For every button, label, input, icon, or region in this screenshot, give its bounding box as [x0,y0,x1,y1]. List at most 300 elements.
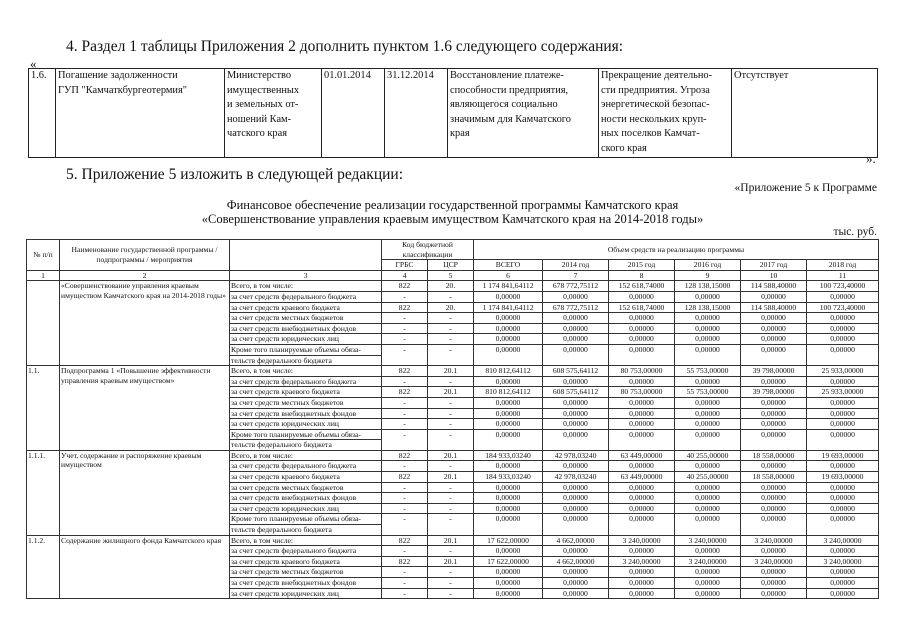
amount-cell: 100 723,40000 [807,302,879,313]
csr-code: - [428,546,474,557]
amount-cell: 0,00000 [807,578,879,589]
csr-code: 20. [428,281,474,292]
table-title-line-2: «Совершенствование управления краевым имуществом Камчатского края на 2014-2018 годы» [201,212,704,226]
amount-cell: 0,00000 [675,291,741,302]
amount-cell: 0,00000 [609,376,675,387]
col-num: 4 [382,270,428,281]
amount-cell: 0,00000 [609,291,675,302]
close-quote: ». [866,151,876,166]
amount-cell: 0,00000 [609,482,675,493]
amount-cell: 0,00000 [609,461,675,472]
amount-cell: 0,00000 [543,291,609,302]
funding-source: за счет средств внебюджетных фондов [230,493,382,504]
amount-cell: 17 622,00000 [474,556,543,567]
amount-cell: 3 240,00000 [609,535,675,546]
amount-cell: 0,00000 [675,408,741,419]
funding-source: за счет средств местных бюджетов [230,397,382,408]
amount-cell: 0,00000 [675,397,741,408]
csr-code: 20. [428,302,474,313]
funding-source: за счет средств юридических лиц [230,419,382,430]
amount-cell: 0,00000 [543,503,609,514]
grbs-code: - [382,429,428,450]
amount-cell: 3 240,00000 [741,556,807,567]
grbs-code: - [382,291,428,302]
grbs-code: 822 [382,302,428,313]
header-grbs: ГРБС [382,260,428,271]
grbs-code: - [382,482,428,493]
amount-cell: 0,00000 [609,588,675,599]
amount-cell: 0,00000 [741,323,807,334]
header-code-group: Код бюджетной классификации [382,240,474,260]
funding-source: Всего, в том числе: [230,450,382,461]
amount-cell: 0,00000 [543,397,609,408]
amount-cell: 0,00000 [807,503,879,514]
amount-cell: 0,00000 [807,291,879,302]
csr-code: - [428,578,474,589]
column-numbers-row [27,270,879,281]
amount-cell: 0,00000 [807,567,879,578]
amount-cell: 0,00000 [675,567,741,578]
amount-cell: 0,00000 [807,493,879,504]
header-name: Наименование государственной программы / подпрограммы / мероприятия [60,240,230,271]
grbs-code: - [382,313,428,324]
amount-cell: 810 812,64112 [474,387,543,398]
amount-cell: 0,00000 [474,493,543,504]
funding-source: за счет средств краевого бюджета [230,387,382,398]
header-source [230,240,382,271]
amount-cell: 80 753,00000 [609,366,675,377]
amount-cell: 0,00000 [741,503,807,514]
table-row [27,366,879,377]
csr-code: - [428,313,474,324]
csr-code: - [428,429,474,450]
amount-cell: 17 622,00000 [474,535,543,546]
funding-source: за счет средств федерального бюджета [230,291,382,302]
grbs-code: - [382,578,428,589]
amount-cell: 0,00000 [807,334,879,345]
amount-cell: 0,00000 [609,429,675,450]
amount-cell: 0,00000 [807,546,879,557]
program-name: «Совершенствование управления краевым имуществом Камчатского края на 2014-2018 годы» [60,281,230,366]
funding-source: за счет средств федерального бюджета [230,376,382,387]
amount-cell: 0,00000 [474,397,543,408]
table-title-line-1: Финансовое обеспечение реализации государственной программы Камчатского края [226,198,679,212]
csr-code: - [428,588,474,599]
amount-cell: 0,00000 [474,344,543,365]
amount-cell: 19 693,00000 [807,450,879,461]
amount-cell: 0,00000 [609,323,675,334]
csr-code: - [428,419,474,430]
amount-cell: 0,00000 [543,313,609,324]
csr-code: - [428,408,474,419]
amount-cell: 0,00000 [474,408,543,419]
col-num: 10 [741,270,807,281]
amount-cell: 0,00000 [741,408,807,419]
grbs-code: 822 [382,281,428,292]
grbs-code: 822 [382,472,428,483]
grbs-code: - [382,344,428,365]
amount-cell: 184 933,03240 [474,450,543,461]
funding-source: за счет средств краевого бюджета [230,556,382,567]
header-2017: 2017 год [741,260,807,271]
amount-cell: 0,00000 [807,514,879,535]
amount-cell: 128 138,15000 [675,281,741,292]
amount-cell: 0,00000 [741,567,807,578]
amount-cell: 0,00000 [741,344,807,365]
amount-cell: 40 255,00000 [675,472,741,483]
col-num: 3 [230,270,382,281]
funding-source: тельств федерального бюджета [230,355,382,366]
csr-code: - [428,482,474,493]
amount-cell: 25 933,00000 [807,366,879,377]
amount-cell: 0,00000 [741,546,807,557]
amount-cell: 0,00000 [675,578,741,589]
amount-cell: 0,00000 [474,588,543,599]
amount-cell: 42 978,03240 [543,450,609,461]
item-link: Отсутствует [732,69,878,158]
amount-cell: 0,00000 [807,461,879,472]
amount-cell: 0,00000 [675,588,741,599]
csr-code: - [428,334,474,345]
amount-cell: 184 933,03240 [474,472,543,483]
amount-cell: 55 753,00000 [675,366,741,377]
csr-code: - [428,397,474,408]
amount-cell: 152 618,74000 [609,302,675,313]
table-row [27,281,879,292]
program-name: Содержание жилищного фонда Камчатского края [60,535,230,599]
amount-cell: 0,00000 [474,567,543,578]
amount-cell: 4 662,00000 [543,556,609,567]
csr-code: 20.1 [428,472,474,483]
header-total: ВСЕГО [474,260,543,271]
csr-code: 20.1 [428,556,474,567]
amount-cell: 55 753,00000 [675,387,741,398]
amount-cell: 0,00000 [807,482,879,493]
amount-cell: 3 240,00000 [741,535,807,546]
csr-code: - [428,461,474,472]
amount-cell: 0,00000 [543,408,609,419]
amount-cell: 0,00000 [807,419,879,430]
amount-cell: 0,00000 [807,323,879,334]
amount-cell: 4 662,00000 [543,535,609,546]
col-num: 8 [609,270,675,281]
header-2015: 2015 год [609,260,675,271]
item-executor: Министерство имущественных и земельных от- ношений Кам- чатского края [225,69,322,158]
amount-cell: 0,00000 [741,588,807,599]
amount-cell: 0,00000 [474,578,543,589]
amount-cell: 0,00000 [741,514,807,535]
header-2016: 2016 год [675,260,741,271]
amount-cell: 0,00000 [543,419,609,430]
amount-cell: 0,00000 [543,493,609,504]
amount-cell: 0,00000 [741,578,807,589]
csr-code: 20.1 [428,387,474,398]
col-num: 6 [474,270,543,281]
row-number [27,281,60,366]
funding-source: за счет средств краевого бюджета [230,302,382,313]
amount-cell: 0,00000 [675,313,741,324]
funding-source: за счет средств внебюджетных фондов [230,408,382,419]
amount-cell: 152 618,74000 [609,281,675,292]
amount-cell: 40 255,00000 [675,450,741,461]
section-5-heading: 5. Приложение 5 изложить в следующей редакции: [66,166,404,183]
amount-cell: 0,00000 [741,493,807,504]
amount-cell: 0,00000 [609,397,675,408]
header-2014: 2014 год [543,260,609,271]
amount-cell: 0,00000 [474,334,543,345]
amount-cell: 0,00000 [741,291,807,302]
amount-cell: 0,00000 [609,503,675,514]
funding-source: за счет средств юридических лиц [230,588,382,599]
amount-cell: 0,00000 [474,514,543,535]
grbs-code: - [382,503,428,514]
grbs-code: 822 [382,450,428,461]
col-num: 2 [60,270,230,281]
amount-cell: 63 449,00000 [609,472,675,483]
amount-cell: 608 575,64112 [543,387,609,398]
financing-table [26,239,879,599]
amount-cell: 0,00000 [675,419,741,430]
funding-source: Кроме того планируемые объемы обяза- [230,344,382,355]
csr-code: - [428,344,474,365]
amount-cell: 0,00000 [543,578,609,589]
amount-cell: 0,00000 [543,514,609,535]
amount-cell: 0,00000 [609,313,675,324]
amount-cell: 0,00000 [609,546,675,557]
csr-code: - [428,514,474,535]
amount-cell: 0,00000 [609,493,675,504]
row-number: 1.1.2. [27,535,60,599]
csr-code: - [428,567,474,578]
amount-cell: 18 558,00000 [741,450,807,461]
amount-cell: 0,00000 [675,344,741,365]
funding-source: Всего, в том числе: [230,281,382,292]
amount-cell: 0,00000 [543,461,609,472]
amount-cell: 80 753,00000 [609,387,675,398]
funding-source: за счет средств местных бюджетов [230,482,382,493]
amount-cell: 0,00000 [807,313,879,324]
amount-cell: 3 240,00000 [807,556,879,567]
amount-cell: 3 240,00000 [675,556,741,567]
table-row [29,69,878,158]
amount-cell: 0,00000 [675,514,741,535]
amount-cell: 18 558,00000 [741,472,807,483]
grbs-code: - [382,419,428,430]
amount-cell: 0,00000 [675,493,741,504]
amount-cell: 39 798,00000 [741,387,807,398]
grbs-code: - [382,376,428,387]
grbs-code: - [382,567,428,578]
grbs-code: - [382,334,428,345]
amount-cell: 0,00000 [543,323,609,334]
amount-cell: 0,00000 [741,482,807,493]
funding-source: за счет средств внебюджетных фондов [230,578,382,589]
amount-cell: 100 723,40000 [807,281,879,292]
amount-cell: 0,00000 [474,313,543,324]
grbs-code: - [382,588,428,599]
grbs-code: 822 [382,556,428,567]
funding-source: за счет средств краевого бюджета [230,472,382,483]
amount-cell: 0,00000 [741,429,807,450]
amount-cell: 0,00000 [543,546,609,557]
open-quote: « [30,56,37,71]
amount-cell: 0,00000 [609,514,675,535]
amount-cell: 0,00000 [543,567,609,578]
csr-code: 20.1 [428,450,474,461]
item-start-date: 01.01.2014 [322,69,385,158]
amount-cell: 678 772,75112 [543,302,609,313]
funding-source: за счет средств местных бюджетов [230,567,382,578]
amount-cell: 0,00000 [474,376,543,387]
amount-cell: 19 693,00000 [807,472,879,483]
col-num: 1 [27,270,60,281]
amount-cell: 0,00000 [807,429,879,450]
header-num: № п/п [27,240,60,271]
amount-cell: 0,00000 [807,408,879,419]
amount-cell: 0,00000 [609,578,675,589]
amount-cell: 0,00000 [807,397,879,408]
item-number: 1.6. [29,69,56,158]
csr-code: - [428,503,474,514]
funding-source: за счет средств юридических лиц [230,503,382,514]
col-num: 9 [675,270,741,281]
grbs-code: 822 [382,366,428,377]
amount-cell: 0,00000 [741,334,807,345]
grbs-code: - [382,323,428,334]
amount-cell: 0,00000 [609,408,675,419]
amount-cell: 0,00000 [741,313,807,324]
amount-cell: 0,00000 [807,588,879,599]
header-csr: ЦСР [428,260,474,271]
amount-cell: 114 588,40000 [741,302,807,313]
grbs-code: 822 [382,387,428,398]
amount-cell: 0,00000 [474,429,543,450]
amount-cell: 1 174 841,64112 [474,302,543,313]
grbs-code: - [382,461,428,472]
funding-source: Кроме того планируемые объемы обяза- [230,429,382,440]
amount-cell: 1 174 841,64112 [474,281,543,292]
amount-cell: 0,00000 [474,323,543,334]
amount-cell: 0,00000 [675,334,741,345]
amount-cell: 0,00000 [474,461,543,472]
program-name: Подпрограмма 1 «Повышение эффективности управления краевым имуществом» [60,366,230,451]
amount-cell: 3 240,00000 [609,556,675,567]
funding-source: тельств федерального бюджета [230,440,382,451]
amount-cell: 3 240,00000 [675,535,741,546]
funding-source: Всего, в том числе: [230,366,382,377]
amount-cell: 0,00000 [609,344,675,365]
amount-cell: 0,00000 [741,461,807,472]
csr-code: 20.1 [428,366,474,377]
amount-cell: 0,00000 [741,397,807,408]
item-consequence: Прекращение деятельно- сти предприятия. Угроза энергетической безопас- ности нескольких круп- ных поселков Камчат- ского края [599,69,732,158]
row-number: 1.1.1. [27,450,60,535]
funding-source: Кроме того планируемые объемы обяза- [230,514,382,525]
amount-cell: 114 588,40000 [741,281,807,292]
funding-source: за счет средств федерального бюджета [230,461,382,472]
amount-cell: 42 978,03240 [543,472,609,483]
funding-source: за счет средств местных бюджетов [230,313,382,324]
amount-cell: 0,00000 [675,323,741,334]
amount-cell: 0,00000 [675,546,741,557]
amount-cell: 25 933,00000 [807,387,879,398]
amount-cell: 0,00000 [675,376,741,387]
grbs-code: - [382,397,428,408]
amount-cell: 0,00000 [543,482,609,493]
amount-cell: 0,00000 [675,482,741,493]
col-num: 7 [543,270,609,281]
amount-cell: 0,00000 [474,291,543,302]
amount-cell: 0,00000 [543,344,609,365]
amount-cell: 678 772,75112 [543,281,609,292]
section-4-heading: 4. Раздел 1 таблицы Приложения 2 дополнить пунктом 1.6 следующего содержания: [66,38,624,55]
amount-cell: 0,00000 [675,429,741,450]
header-volume-group: Объем средств на реализацию программы [474,240,879,260]
amount-cell: 63 449,00000 [609,450,675,461]
amount-cell: 0,00000 [741,376,807,387]
csr-code: - [428,323,474,334]
amount-cell: 0,00000 [741,419,807,430]
amount-cell: 0,00000 [474,503,543,514]
amount-cell: 0,00000 [675,503,741,514]
amount-cell: 0,00000 [543,334,609,345]
col-num: 5 [428,270,474,281]
amount-cell: 0,00000 [675,461,741,472]
col-num: 11 [807,270,879,281]
amount-cell: 0,00000 [543,588,609,599]
amount-cell: 810 812,64112 [474,366,543,377]
table-row [27,450,879,461]
amount-cell: 0,00000 [543,429,609,450]
unit-label: тыс. руб. [833,226,877,238]
amount-cell: 0,00000 [609,334,675,345]
grbs-code: - [382,546,428,557]
amount-cell: 0,00000 [609,567,675,578]
grbs-code: 822 [382,535,428,546]
amount-cell: 39 798,00000 [741,366,807,377]
grbs-code: - [382,514,428,535]
item-name: Погашение задолженности ГУП "Камчаткбургеотермия" [56,69,225,158]
amount-cell: 0,00000 [543,376,609,387]
csr-code: - [428,493,474,504]
row-number: 1.1. [27,366,60,451]
funding-source: за счет средств федерального бюджета [230,546,382,557]
table-row [27,535,879,546]
csr-code: - [428,376,474,387]
funding-source: Всего, в том числе: [230,535,382,546]
item-result: Восстановление платеже- способности предприятия, являющегося социально значимым для Камчатского края [448,69,599,158]
csr-code: - [428,291,474,302]
amount-cell: 0,00000 [807,344,879,365]
amount-cell: 128 138,15000 [675,302,741,313]
header-2018: 2018 год [807,260,879,271]
amount-cell: 0,00000 [807,376,879,387]
csr-code: 20.1 [428,535,474,546]
item-end-date: 31.12.2014 [385,69,448,158]
amount-cell: 0,00000 [474,482,543,493]
amount-cell: 608 575,64112 [543,366,609,377]
grbs-code: - [382,493,428,504]
funding-source: за счет средств внебюджетных фондов [230,323,382,334]
program-name: Учет, содержание и распоряжение краевым имуществом [60,450,230,535]
grbs-code: - [382,408,428,419]
plan-item-table [28,68,878,158]
amount-cell: 0,00000 [474,419,543,430]
amount-cell: 3 240,00000 [807,535,879,546]
appendix-note: «Приложение 5 к Программе [734,182,877,194]
funding-source: за счет средств юридических лиц [230,334,382,345]
amount-cell: 0,00000 [474,546,543,557]
